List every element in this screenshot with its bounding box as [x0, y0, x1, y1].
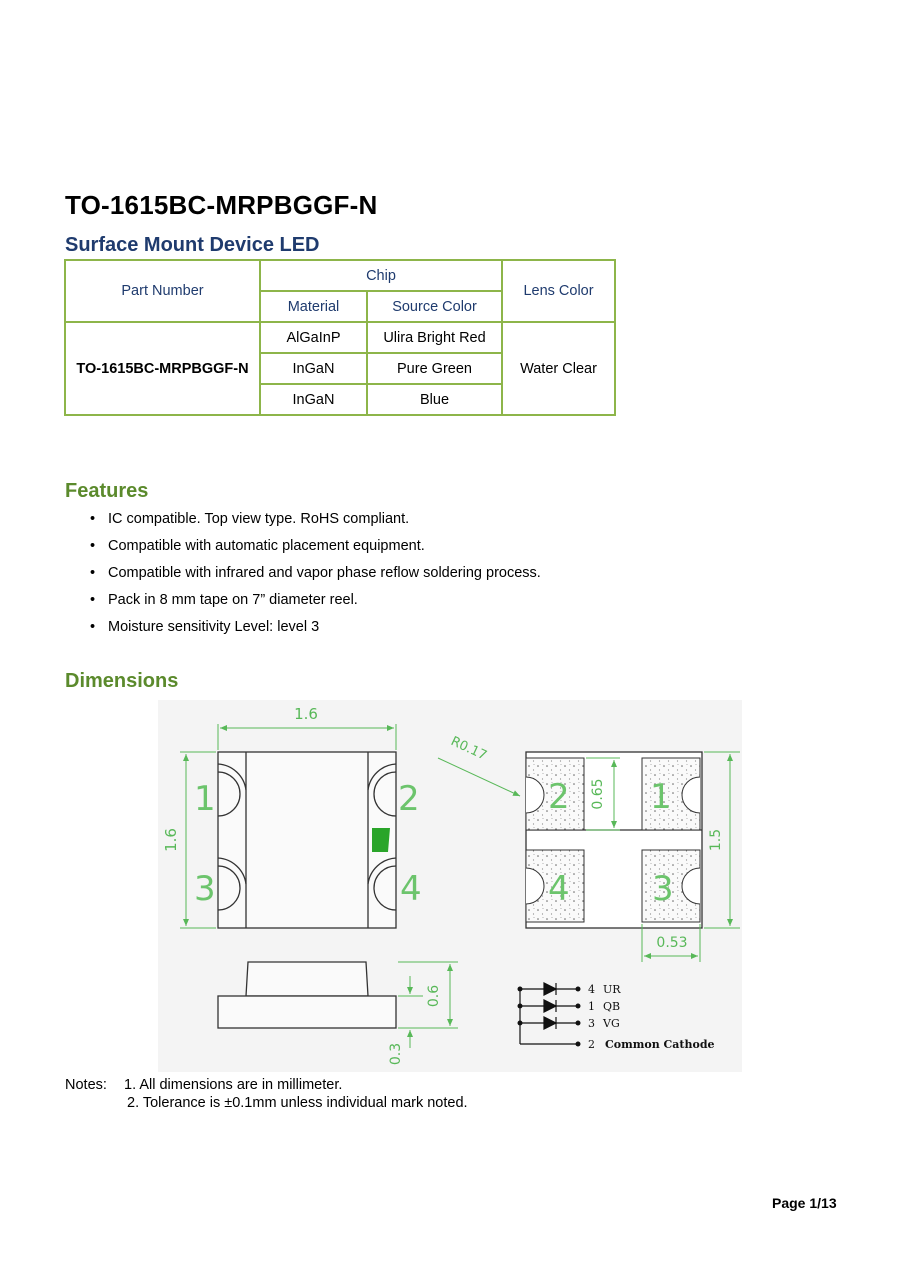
source-color-cell: Ulira Bright Red — [367, 322, 502, 353]
bullet-icon: • — [90, 538, 96, 554]
pin-label: 2 — [548, 777, 570, 817]
list-item — [90, 587, 541, 614]
polarity-mark-icon — [372, 828, 390, 852]
feature-text: Compatible with automatic placement equipment. — [108, 538, 425, 554]
bullet-icon: • — [90, 619, 96, 635]
list-item — [90, 533, 541, 560]
part-number-cell: TO-1615BC-MRPBGGF-N — [65, 322, 260, 415]
chip-header: Chip — [260, 260, 502, 291]
material-header: Material — [260, 291, 367, 322]
circuit-pin: 3 — [588, 1017, 595, 1030]
lens-color-header: Lens Color — [502, 260, 615, 322]
source-color-cell: Blue — [367, 384, 502, 415]
circuit-pin: 1 — [588, 1000, 595, 1013]
spec-table — [64, 259, 616, 416]
dim-pad-width-label: 0.53 — [656, 935, 688, 951]
note-item: 2. Tolerance is ±0.1mm unless individual mark noted. — [127, 1095, 468, 1111]
dim-height-label: 1.6 — [162, 828, 180, 852]
circuit-name: VG — [603, 1017, 620, 1030]
dimension-drawing-svg — [158, 700, 742, 1072]
top-view — [218, 752, 396, 928]
feature-text: Pack in 8 mm tape on 7” diameter reel. — [108, 592, 358, 608]
source-color-header: Source Color — [367, 291, 502, 322]
pin-label: 1 — [194, 779, 216, 819]
pin-label: 1 — [650, 777, 672, 817]
circuit-pin: 4 — [588, 983, 595, 996]
dim-radius-label: R0.17 — [448, 734, 490, 764]
dimension-drawing — [158, 700, 742, 1072]
circuit-name: Common Cathode — [605, 1038, 715, 1051]
page-subtitle: Surface Mount Device LED — [65, 234, 320, 256]
page-title: TO-1615BC-MRPBGGF-N — [65, 190, 378, 220]
material-cell: InGaN — [260, 353, 367, 384]
list-item — [90, 560, 541, 587]
dim-pad-height-label: 0.65 — [590, 778, 606, 810]
bullet-icon: • — [90, 565, 96, 581]
features-heading: Features — [65, 480, 149, 502]
lens-color-cell: Water Clear — [502, 322, 615, 415]
material-cell: AlGaInP — [260, 322, 367, 353]
feature-text: Moisture sensitivity Level: level 3 — [108, 619, 320, 635]
list-item — [90, 506, 541, 533]
dimensions-heading: Dimensions — [65, 670, 179, 692]
note-item: 1. All dimensions are in millimeter. — [124, 1077, 343, 1093]
notes-label: Notes: — [65, 1077, 107, 1093]
pin-label: 4 — [548, 869, 570, 909]
side-view — [218, 962, 396, 1028]
circuit-name: UR — [603, 983, 621, 996]
part-number-header: Part Number — [65, 260, 260, 322]
feature-text: IC compatible. Top view type. RoHS compliant. — [108, 511, 410, 527]
dim-bottom-height-label: 1.5 — [708, 828, 724, 852]
pin-label: 3 — [194, 869, 216, 909]
features-list — [90, 506, 541, 641]
page-number: Page 1/13 — [772, 1195, 837, 1211]
dim-side-height-label: 0.6 — [426, 984, 442, 1008]
circuit-name: QB — [603, 1000, 621, 1013]
dim-width-label: 1.6 — [294, 705, 318, 723]
source-color-cell: Pure Green — [367, 353, 502, 384]
feature-text: Compatible with infrared and vapor phase reflow soldering process. — [108, 565, 541, 581]
bullet-icon: • — [90, 592, 96, 608]
circuit-diagram — [520, 983, 578, 1044]
pin-label: 4 — [400, 869, 422, 909]
bullet-icon: • — [90, 511, 96, 527]
list-item — [90, 614, 541, 641]
material-cell: InGaN — [260, 384, 367, 415]
pin-label: 3 — [652, 869, 674, 909]
pin-label: 2 — [398, 779, 420, 819]
circuit-pin: 2 — [588, 1038, 595, 1051]
dim-side-base-label: 0.3 — [388, 1042, 404, 1066]
